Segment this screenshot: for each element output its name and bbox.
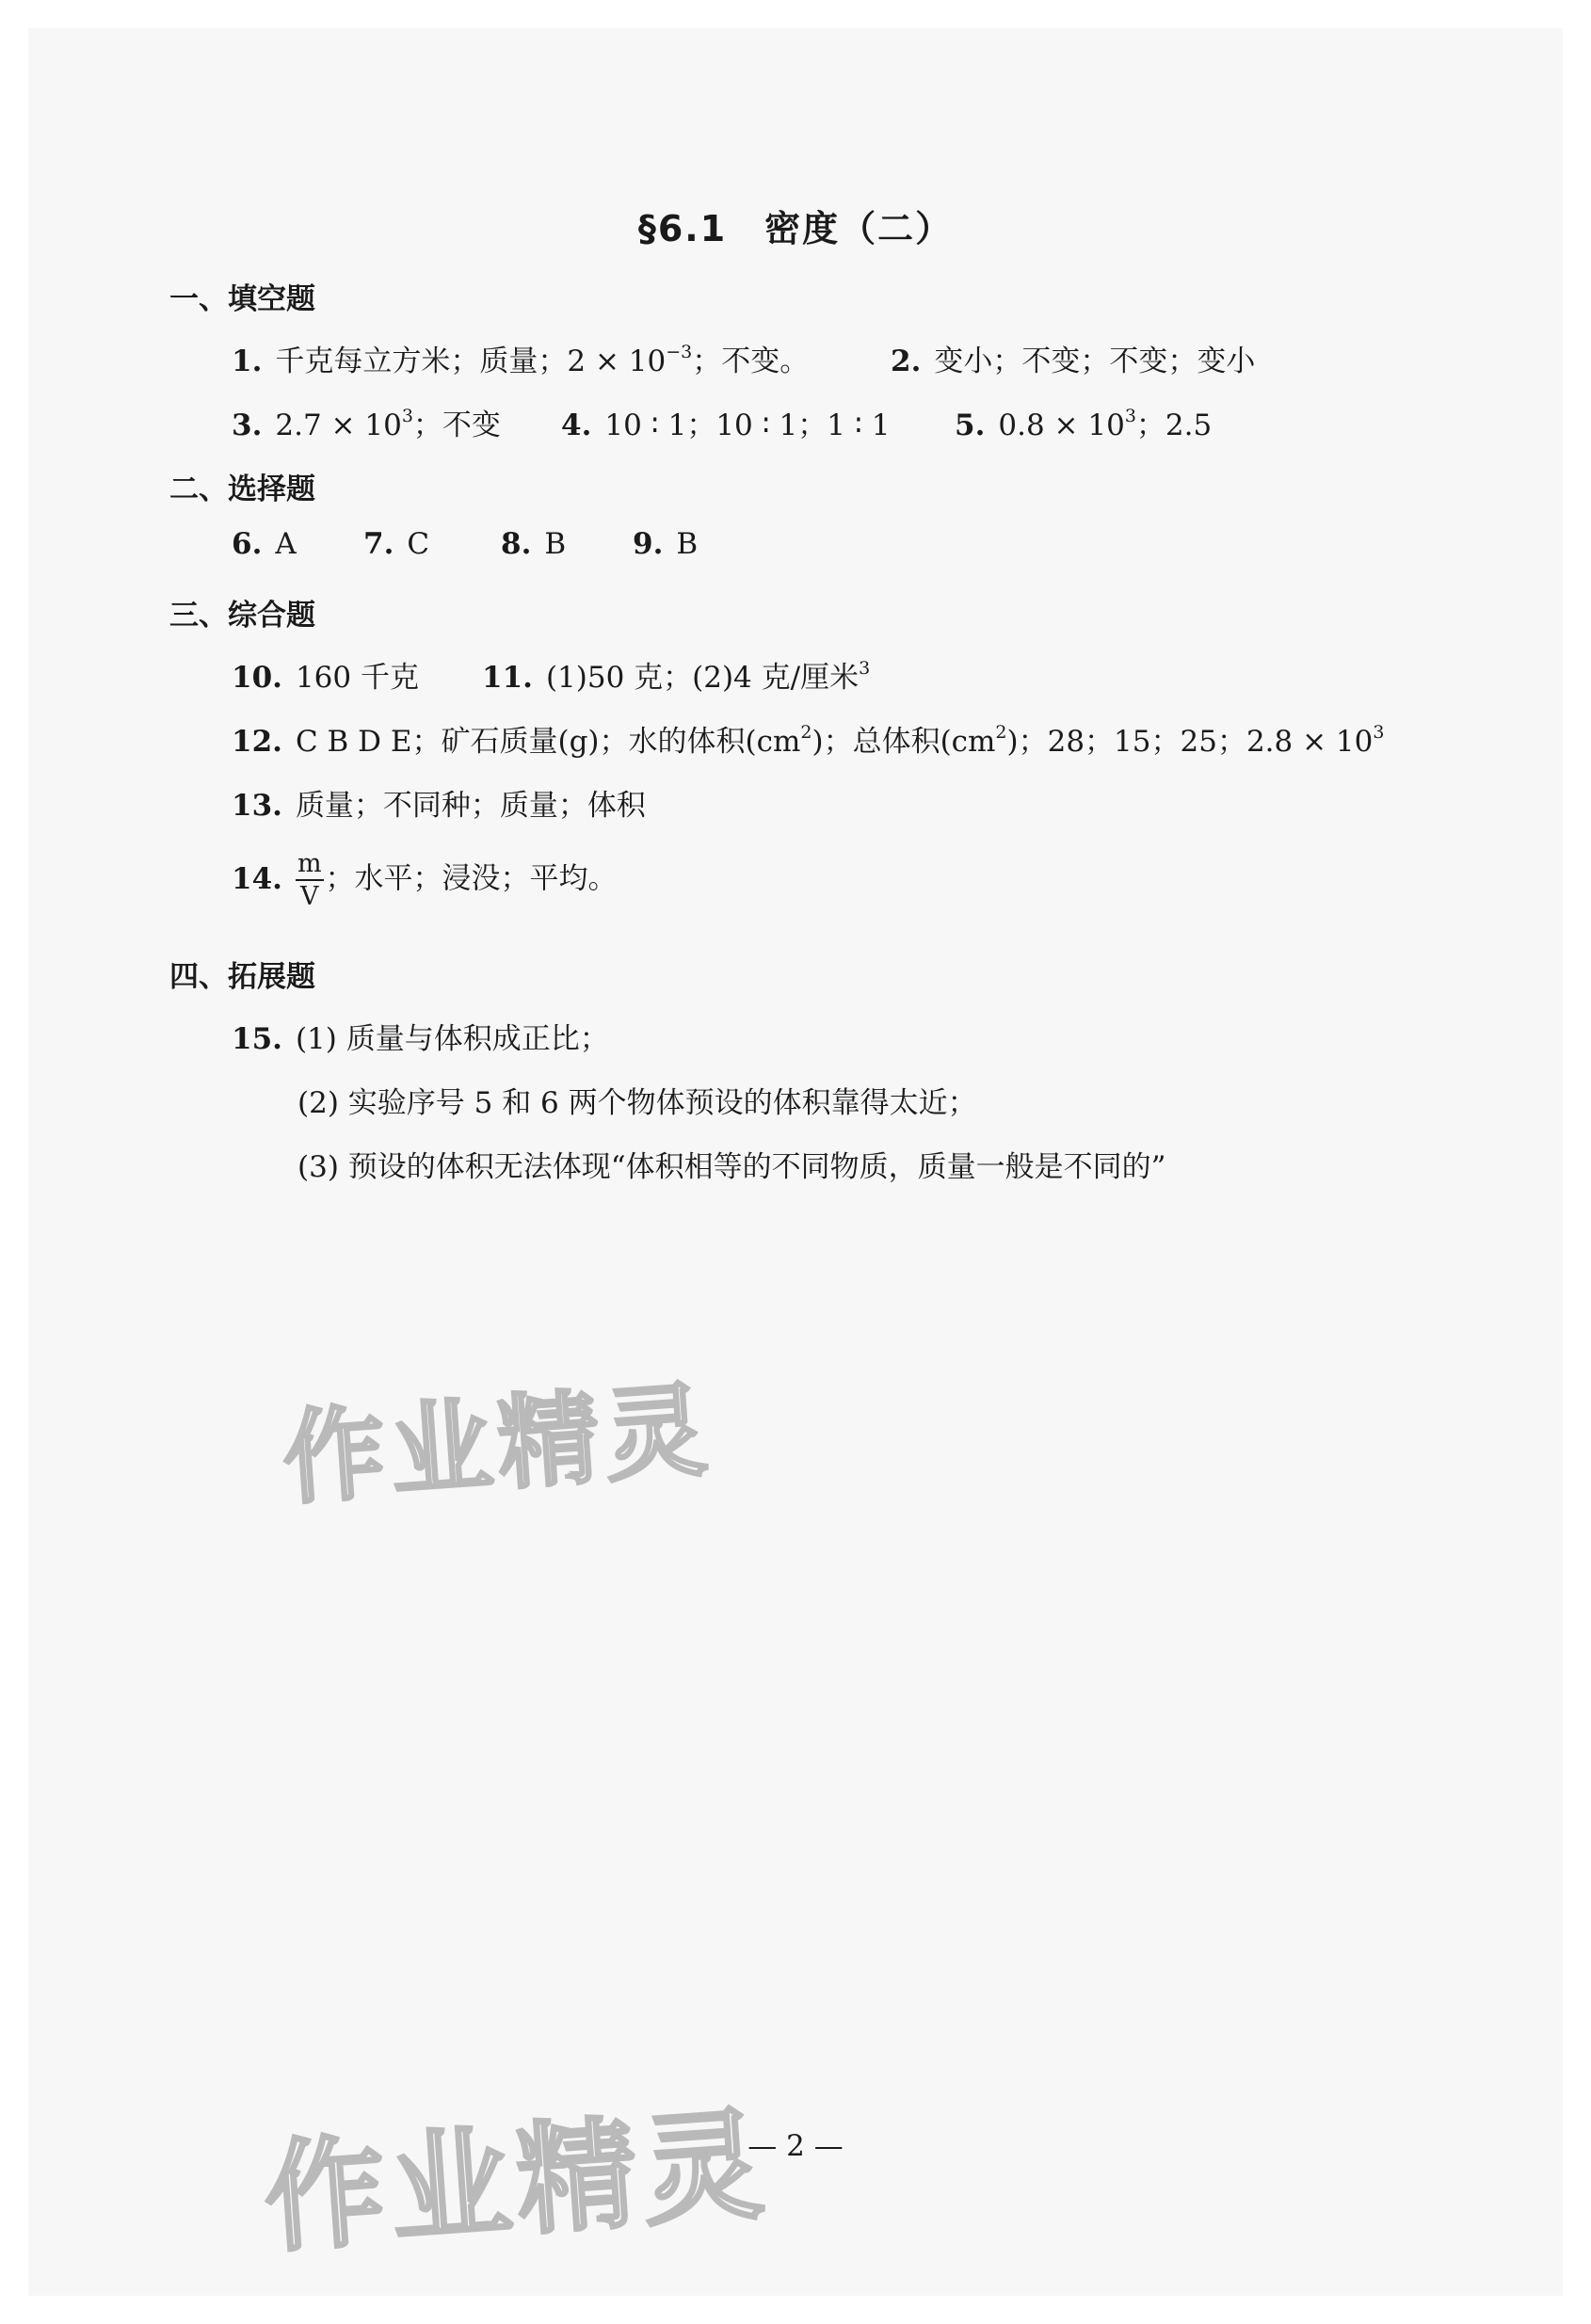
watermark-upper: 作业精灵	[279, 1371, 716, 1519]
section-heading-extension: 四、拓展题	[169, 960, 315, 994]
answer-item-5: 5. $0.8 \times 10^3$；2.5	[955, 406, 1213, 442]
fraction-m-over-v: $\frac{m}{V}$	[297, 849, 322, 911]
answer-item-12: 12. C B D E；矿石质量(g)；水的体积$(cm^2)$；总体积$(cm^2)$；28；15；25；$2.8 \times 10^3$	[232, 722, 1385, 759]
answer-item-15-part-2: (2) 实验序号 5 和 6 两个物体预设的体积靠得太近；	[297, 1086, 977, 1120]
answer-item-1: 1. 千克每立方米；质量；$2 \times 10^{-3}$；不变。	[232, 342, 810, 378]
answer-item-3: 3. $2.7 \times 10^3$；不变	[232, 406, 501, 442]
answer-item-15: 15. (1) 质量与体积成正比；	[232, 1022, 609, 1056]
page-title: §6.1 密度（二）	[637, 208, 954, 249]
answer-item-10: 10. 160 千克	[232, 661, 419, 695]
answer-item-4: 4. 10 ∶ 1；10 ∶ 1；1 ∶ 1	[561, 409, 891, 442]
page-number: — 2 —	[747, 2129, 844, 2163]
section-heading-comprehensive: 三、综合题	[169, 599, 315, 633]
answer-item-6: 6. A	[232, 527, 297, 561]
section-heading-fill-in: 一、填空题	[169, 282, 315, 316]
answer-item-13: 13. 质量；不同种；质量；体积	[232, 789, 646, 823]
answer-item-14: 14. $\frac{m}{V}$ ；水平；浸没；平均。	[232, 849, 618, 911]
watermark-lower: 作业精灵	[260, 2094, 774, 2270]
answer-item-11: 11. (1)50 克；(2)4 克/厘米$^3$	[482, 658, 871, 695]
answer-item-9: 9. B	[633, 527, 699, 561]
answer-item-7: 7. C	[363, 527, 430, 561]
section-heading-choice: 二、选择题	[169, 473, 315, 506]
answer-item-15-part-3: (3) 预设的体积无法体现“体积相等的不同物质，质量一般是不同的”	[297, 1150, 1166, 1184]
answer-item-2: 2. 变小；不变；不变；变小	[891, 345, 1256, 378]
answer-item-8: 8. B	[501, 527, 567, 561]
